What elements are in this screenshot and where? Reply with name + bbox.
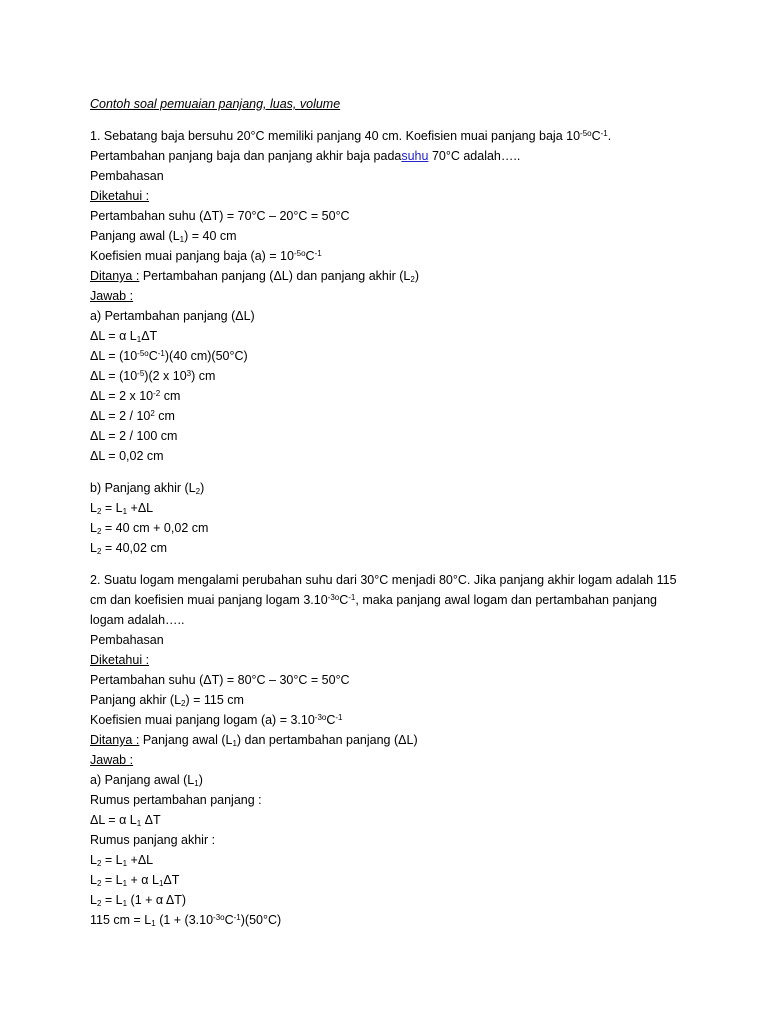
equation-line: $L_2 = 40,02$ cm xyxy=(90,541,168,556)
problem-2-statement-line-3: logam adalah….. xyxy=(90,613,185,627)
equation-line: $L_2 = 40$ cm + 0,02 cm xyxy=(90,521,209,536)
ditanya-line: Ditanya : Pertambahan panjang (ΔL) dan panjang akhir $(L_2)$ xyxy=(90,269,419,284)
part-b-heading: b) Panjang akhir $(L_2)$ xyxy=(90,481,205,496)
equation-line: $\Delta L = 2 / 10^2$ cm xyxy=(90,409,175,423)
equation-line: 115 cm = $L_1$ ($1 + (3.10^{-3o}C^{-1})(50^\circ C)$ xyxy=(90,913,282,928)
formula-label: Rumus panjang akhir : xyxy=(90,833,216,847)
part-a-heading: a) Pertambahan panjang (ΔL) xyxy=(90,309,255,323)
diketahui-label: Diketahui : xyxy=(90,653,150,667)
problem-1-statement-line-2: Pertambahan panjang baja dan panjang akhir baja padasuhu 70°C adalah….. xyxy=(90,149,521,163)
equation-line: $\Delta L = (10^{-5})(2$ x $10^3$) cm xyxy=(90,369,216,383)
pembahasan-label: Pembahasan xyxy=(90,633,164,647)
diketahui-label: Diketahui : xyxy=(90,189,150,203)
equation-line: ΔL = 2 x $10^{-2}$ cm xyxy=(90,389,181,403)
equation-line: $L_2 = L_1 +\Delta L$ xyxy=(90,501,154,516)
document-body xyxy=(90,94,690,930)
equation-line: $L_2 = L_1 + \alpha$ $L_1\Delta T$ xyxy=(90,873,180,888)
equation-line: ΔL = 0,02 cm xyxy=(90,449,164,463)
known-coefficient: Koefisien muai panjang baja $(a) = 10^{-5o}C^{-1}$ xyxy=(90,249,322,263)
equation-line: $L_2 = L_1$ (1 + α ΔT) xyxy=(90,893,187,908)
known-coefficient: Koefisien muai panjang logam $(a) = 3.10^{-3o}C^{-1}$ xyxy=(90,713,343,727)
equation-line: $\Delta L = (10^{-5o}C^{-1})(40$ cm)(50°C) xyxy=(90,349,248,363)
equation-line: ΔL = 2 / 100 cm xyxy=(90,429,178,443)
jawab-label: Jawab : xyxy=(90,289,134,303)
ditanya-label: Ditanya : xyxy=(90,269,140,283)
pembahasan-label: Pembahasan xyxy=(90,169,164,183)
ditanya-line: Ditanya : Panjang awal $(L_1)$ dan pertambahan panjang (ΔL) xyxy=(90,733,418,748)
problem-2-statement-line-1: 2. Suatu logam mengalami perubahan suhu dari 30°C menjadi 80°C. Jika panjang akhir logam adalah 115 xyxy=(90,573,677,587)
known-delta-t: Pertambahan suhu (ΔT) = 70°C – 20°C = 50°C xyxy=(90,209,350,223)
equation-line: ΔL = α $L_1\Delta T$ xyxy=(90,329,158,344)
known-final-length: Panjang akhir $(L_2) = 115$ cm xyxy=(90,693,244,708)
jawab-label: Jawab : xyxy=(90,753,134,767)
known-initial-length: Panjang awal $(L_1) = 40$ cm xyxy=(90,229,237,244)
formula-label: Rumus pertambahan panjang : xyxy=(90,793,262,807)
equation-line: ΔL = α $L_1$ ΔT xyxy=(90,813,161,828)
problem-1-statement-line-1: 1. Sebatang baja bersuhu 20°C memiliki panjang 40 cm. Koefisien muai panjang baja $10^{-5o}C^{-1}$. xyxy=(90,129,612,143)
part-a-heading: a) Panjang awal $(L_1)$ xyxy=(90,773,203,788)
problem-2-statement-line-2: cm dan koefisien muai panjang logam $3.10^{-3o}C^{-1}$, maka panjang awal logam dan pertambahan panjang xyxy=(90,593,657,607)
known-delta-t: Pertambahan suhu (ΔT) = 80°C – 30°C = 50°C xyxy=(90,673,350,687)
suhu-link[interactable]: suhu xyxy=(401,149,429,163)
document-title: Contoh soal pemuaian panjang, luas, volume xyxy=(90,97,341,111)
equation-line: $L_2 = L_1 +\Delta L$ xyxy=(90,853,154,868)
ditanya-label: Ditanya : xyxy=(90,733,140,747)
